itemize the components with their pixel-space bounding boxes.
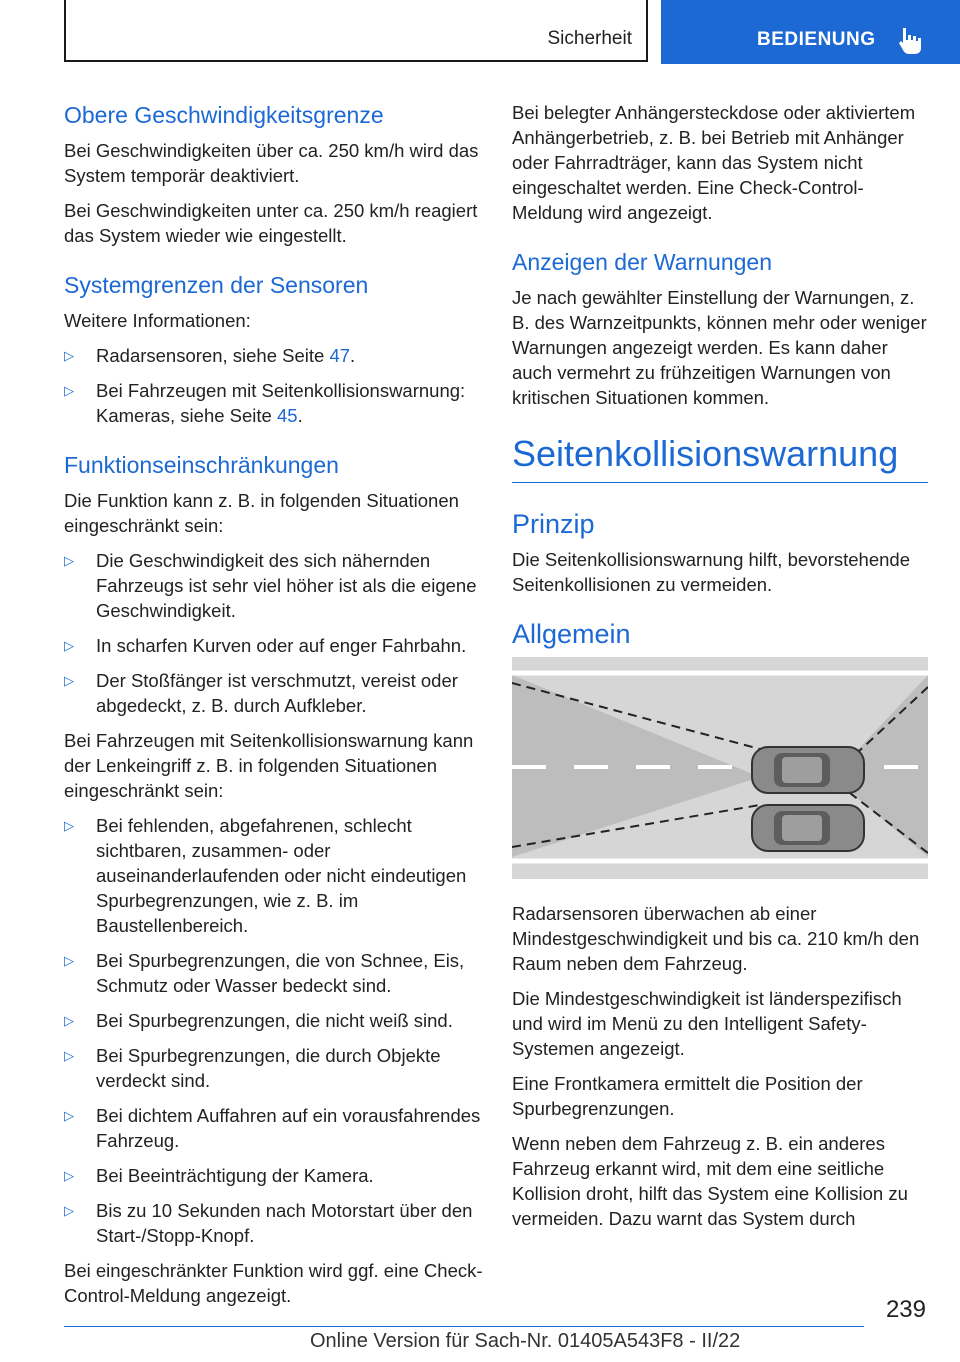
- list-item: ▷ Bei dichtem Auffahren auf ein vorausfahrendes Fahrzeug.: [64, 1103, 484, 1153]
- car-top: [752, 747, 864, 793]
- paragraph: Die Funktion kann z. B. in folgenden Situationen eingeschränkt sein:: [64, 490, 459, 536]
- chapter-heading-side-collision: Seitenkollisionswarnung: [512, 432, 928, 483]
- section-title: Sicherheit: [547, 28, 632, 49]
- limit-list: [64, 548, 484, 718]
- header-section-box: [64, 0, 648, 62]
- list-item: ▷ Bei Spurbegrenzungen, die von Schnee, Eis, Schmutz oder Wasser bedeckt sind.: [64, 948, 484, 998]
- heading-function-limits: Funktionseinschränkungen: [64, 452, 339, 478]
- paragraph: Weitere Informationen:: [64, 310, 251, 331]
- paragraph: Radarsensoren überwachen ab einer Mindestgeschwindigkeit und bis ca. 210 km/h den Raum neben dem Fahrzeug.: [512, 903, 920, 974]
- page-link[interactable]: 45: [276, 405, 298, 426]
- paragraph: Bei Geschwindigkeiten unter ca. 250 km/h reagiert das System wieder wie eingestellt.: [64, 200, 478, 246]
- chapter-title: BEDIENUNG: [757, 29, 876, 50]
- paragraph: Bei belegter Anhängersteckdose oder aktiviertem Anhängerbetrieb, z. B. bei Betrieb mit Anhänger oder Fahrradträger, kann das System nicht eingeschaltet werden. Eine Check-Control-Meldung wird angezeigt.: [512, 102, 916, 223]
- car-bottom: [752, 805, 864, 851]
- paragraph: Je nach gewählter Einstellung der Warnungen, z. B. des Warnzeitpunkts, können mehr oder weniger Warnungen angezeigt werden. Es kann daher auch vermehrt zu frühzeitigen Warnungen von kritischen Situationen kommen.: [512, 287, 927, 408]
- list-item: ▷ Bei fehlenden, abgefahrenen, schlecht sichtbaren, zusammen- oder auseinanderlaufenden oder nicht eindeutigen Spurbegrenzungen, wie z. B. im Baustellenbereich.: [64, 813, 484, 938]
- paragraph: Bei Geschwindigkeiten über ca. 250 km/h wird das System temporär deaktiviert.: [64, 140, 479, 186]
- heading-sensor-limits: Systemgrenzen der Sensoren: [64, 272, 369, 298]
- list-item: ▷ Die Geschwindigkeit des sich nähernden Fahrzeugs ist sehr viel höher ist als die eigene Geschwindigkeit.: [64, 548, 484, 623]
- paragraph: Wenn neben dem Fahrzeug z. B. ein anderes Fahrzeug erkannt wird, mit dem eine seitliche Kollision droht, hilft das System eine Kollision zu vermeiden. Dazu warnt das System durch: [512, 1133, 908, 1229]
- list-item: ▷ Bei Spurbegrenzungen, die durch Objekte verdeckt sind.: [64, 1043, 484, 1093]
- footer-divider: [64, 1326, 864, 1327]
- footer-version: Online Version für Sach-Nr. 01405A543F8 - II/22: [310, 1330, 741, 1352]
- list-item: ▷ Bei Spurbegrenzungen, die nicht weiß sind.: [64, 1008, 484, 1033]
- list-item: ▷ Bei Beeinträchtigung der Kamera.: [64, 1163, 484, 1188]
- list-item: ▷ Der Stoßfänger ist verschmutzt, vereist oder abgedeckt, z. B. durch Aufkleber.: [64, 668, 484, 718]
- paragraph: Bei eingeschränkter Funktion wird ggf. eine Check-Control-Meldung angezeigt.: [64, 1260, 483, 1306]
- heading-principle: Prinzip: [512, 509, 595, 539]
- heading-general: Allgemein: [512, 619, 631, 649]
- list-item: ▷ Radarsensoren, siehe Seite 47.: [64, 343, 484, 368]
- chapter-tab[interactable]: [661, 0, 960, 64]
- sensor-list: [64, 343, 484, 428]
- paragraph: Die Mindestgeschwindigkeit ist länderspezifisch und wird im Menü zu den Intelligent Safety-Systemen angezeigt.: [512, 988, 902, 1059]
- heading-warnings: Anzeigen der Warnungen: [512, 249, 772, 275]
- right-column: [512, 100, 928, 1241]
- steering-list: [64, 813, 484, 1248]
- paragraph: Die Seitenkollisionswarnung hilft, bevorstehende Seitenkollisionen zu vermeiden.: [512, 549, 910, 595]
- list-item: ▷ In scharfen Kurven oder auf enger Fahrbahn.: [64, 633, 484, 658]
- list-item: ▷ Bis zu 10 Sekunden nach Motorstart über den Start-/Stopp-Knopf.: [64, 1198, 484, 1248]
- side-collision-illustration: [512, 657, 928, 879]
- pointing-hand-icon: [897, 26, 925, 56]
- paragraph: Bei Fahrzeugen mit Seitenkollisionswarnung kann der Lenkeingriff z. B. in folgenden Situationen eingeschränkt sein:: [64, 730, 474, 801]
- heading-speed-limit: Obere Geschwindigkeitsgrenze: [64, 102, 384, 128]
- paragraph: Eine Frontkamera ermittelt die Position der Spurbegrenzungen.: [512, 1073, 863, 1119]
- page-number: 239: [885, 1296, 926, 1323]
- left-column: [64, 100, 484, 1318]
- page-link[interactable]: 47: [329, 345, 351, 366]
- list-item: ▷ Bei Fahrzeugen mit Seitenkollisionswarnung: Kameras, siehe Seite 45.: [64, 378, 484, 428]
